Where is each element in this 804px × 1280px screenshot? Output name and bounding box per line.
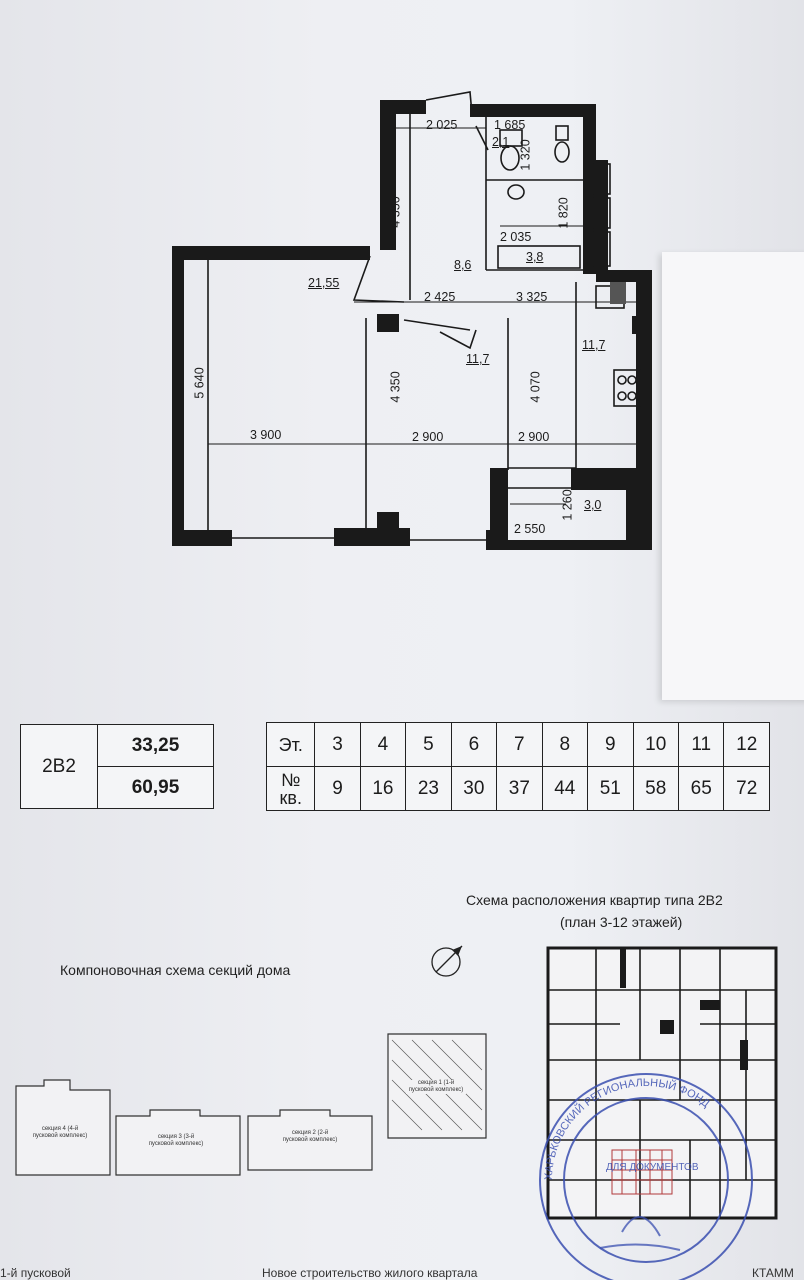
apartment-cell: 58 bbox=[633, 767, 678, 811]
dim-1260: 1 260 bbox=[560, 489, 575, 521]
apartment-cell: 9 bbox=[315, 767, 360, 811]
section-4-label: секция 4 (4-й пусковой комплекс) bbox=[32, 1126, 88, 1139]
apartment-type: 2В2 bbox=[21, 725, 98, 809]
floor-cell: 9 bbox=[588, 723, 633, 767]
section-3-label: секция 3 (3-й пусковой комплекс) bbox=[148, 1134, 204, 1147]
apartment-cell: 23 bbox=[406, 767, 451, 811]
dim-5640: 5 640 bbox=[192, 367, 207, 399]
dim-1820: 1 820 bbox=[556, 197, 571, 229]
dim-2025: 2 025 bbox=[426, 118, 458, 132]
stamp-text-bottom: ДЛЯ ДОКУМЕНТОВ bbox=[606, 1162, 699, 1173]
total-area: 60,95 bbox=[98, 767, 214, 809]
section-1-label: секция 1 (1-й пусковой комплекс) bbox=[406, 1080, 466, 1094]
dim-1685: 1 685 bbox=[494, 118, 526, 132]
footer-center: Новое строительство жилого квартала bbox=[262, 1266, 478, 1280]
apartment-cell: 37 bbox=[497, 767, 542, 811]
apartment-header-line1: № bbox=[281, 769, 301, 790]
section-2-label: секция 2 (2-й пусковой комплекс) bbox=[282, 1130, 338, 1143]
apartment-cell: 65 bbox=[678, 767, 723, 811]
floor-cell: 3 bbox=[315, 723, 360, 767]
dim-3325: 3 325 bbox=[516, 290, 548, 304]
stamp-text-top: ХАРЬКОВСКИЙ РЕГИОНАЛЬНЫЙ ФОНД bbox=[542, 1076, 712, 1181]
dim-4350-top: 4 350 bbox=[388, 196, 403, 228]
dim-2425: 2 425 bbox=[424, 290, 456, 304]
dim-2900-a: 2 900 bbox=[412, 430, 444, 444]
footer-right: КТАММ bbox=[752, 1266, 794, 1280]
dim-1320: 1 320 bbox=[518, 139, 533, 171]
apartment-cell: 30 bbox=[451, 767, 496, 811]
area-bath-small: 2,1 bbox=[492, 135, 510, 149]
apartment-cell: 44 bbox=[542, 767, 587, 811]
apartment-header-line2: кв. bbox=[279, 787, 302, 808]
footer-left: 1-й пусковой bbox=[0, 1266, 71, 1280]
floor-cell: 4 bbox=[360, 723, 405, 767]
area-bath: 3,8 bbox=[526, 250, 544, 264]
scheme-title: Схема расположения квартир типа 2В2 bbox=[466, 892, 723, 908]
apartment-cell: 72 bbox=[724, 767, 770, 811]
dim-2550: 2 550 bbox=[514, 522, 546, 536]
floor-cell: 8 bbox=[542, 723, 587, 767]
area-living: 21,55 bbox=[308, 276, 340, 290]
floor-cell: 12 bbox=[724, 723, 770, 767]
area-balcony: 3,0 bbox=[584, 498, 602, 512]
area-bedroom: 11,7 bbox=[466, 352, 490, 366]
area-kitchen: 11,7 bbox=[582, 338, 606, 352]
floor-cell: 6 bbox=[451, 723, 496, 767]
apartment-cell: 16 bbox=[360, 767, 405, 811]
floor-cell: 11 bbox=[678, 723, 723, 767]
apartment-cell: 51 bbox=[588, 767, 633, 811]
floor-cell: 7 bbox=[497, 723, 542, 767]
dim-3900: 3 900 bbox=[250, 428, 282, 442]
floor-cell: 5 bbox=[406, 723, 451, 767]
scheme-subtitle: (план 3-12 этажей) bbox=[560, 914, 683, 930]
living-area: 33,25 bbox=[98, 725, 214, 767]
floor-cell: 10 bbox=[633, 723, 678, 767]
dim-4070: 4 070 bbox=[528, 371, 543, 403]
floor-header: Эт. bbox=[267, 723, 315, 767]
dim-2035: 2 035 bbox=[500, 230, 532, 244]
layout-title: Компоновочная схема секций дома bbox=[60, 962, 291, 978]
area-hall: 8,6 bbox=[454, 258, 472, 272]
dim-2900-b: 2 900 bbox=[518, 430, 550, 444]
dim-4350-mid: 4 350 bbox=[388, 371, 403, 403]
